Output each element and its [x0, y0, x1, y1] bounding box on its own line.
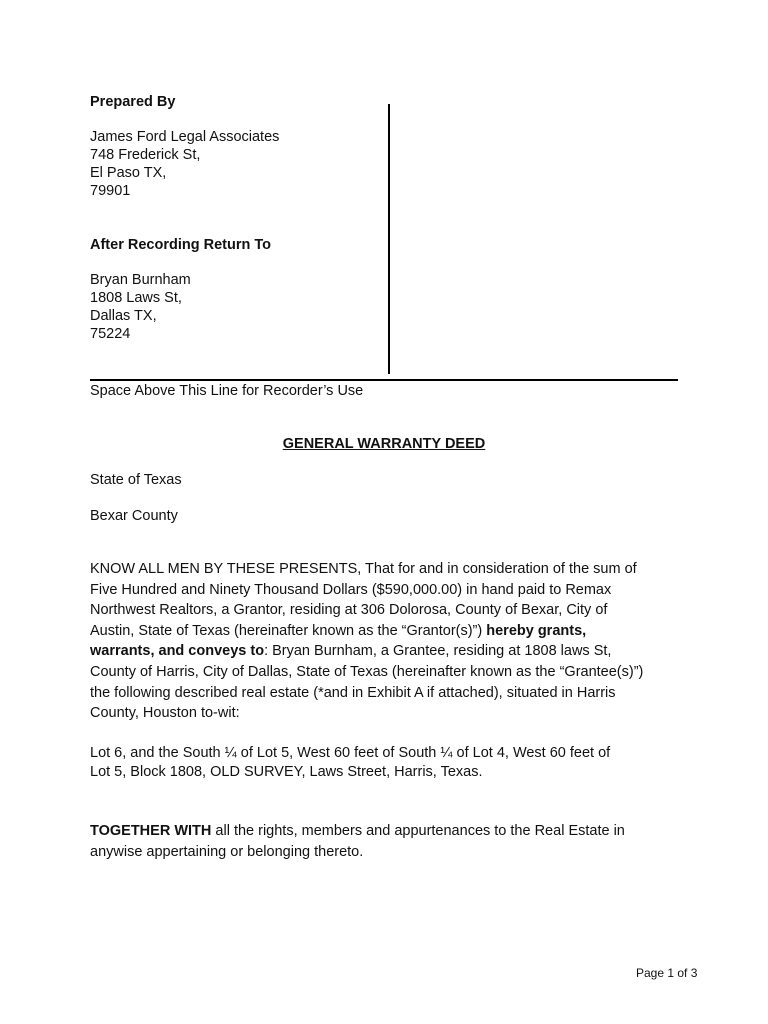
preparer-address — [90, 128, 279, 200]
consideration-line: the following described real estate (*and in Exhibit A if attached), situated in Harris — [90, 684, 616, 701]
together-text: all the rights, members and appurtenances to the Real Estate in — [211, 823, 625, 839]
return-to-city: Dallas TX, — [90, 308, 157, 324]
consideration-text: : Bryan Burnham, a Grantee, residing at 1808 laws St, — [264, 643, 612, 660]
preparer-name: James Ford Legal Associates — [90, 129, 280, 145]
preparer-street: 748 Frederick St, — [90, 147, 201, 163]
vertical-divider — [388, 104, 390, 374]
consideration-text: Austin, State of Texas (hereinafter known as the “Grantor(s)”) — [90, 622, 487, 639]
return-to-street: 1808 Laws St, — [90, 290, 182, 306]
legal-description — [90, 744, 680, 781]
together-line: anywise appertaining or belonging thereto. — [90, 843, 364, 860]
preparer-zip: 79901 — [90, 183, 131, 199]
return-to-heading: After Recording Return To — [90, 237, 271, 253]
consideration-line: Northwest Realtors, a Grantor, residing at 306 Dolorosa, County of Bexar, City of — [90, 602, 608, 619]
consideration-line: Five Hundred and Ninety Thousand Dollars ($590,000.00) in hand paid to Remax — [90, 581, 612, 598]
together-with-paragraph — [90, 821, 680, 862]
page-number: Page 1 of 3 — [636, 966, 698, 980]
prepared-by-heading: Prepared By — [90, 94, 176, 110]
county-label: Bexar County — [90, 508, 178, 524]
consideration-line: County of Harris, City of Dallas, State of Texas (hereinafter known as the “Grantee(s)”) — [90, 663, 644, 680]
state-label: State of Texas — [90, 472, 182, 488]
together-with-label: TOGETHER WITH — [90, 823, 212, 839]
preparer-city: El Paso TX, — [90, 165, 167, 181]
return-to-zip: 75224 — [90, 326, 131, 342]
consideration-paragraph — [90, 559, 680, 724]
together-line — [90, 821, 680, 842]
return-to-address — [90, 271, 191, 343]
legal-line: Lot 6, and the South ¼ of Lot 5, West 60 feet of South ¼ of Lot 4, West 60 feet of — [90, 745, 611, 761]
document-title: GENERAL WARRANTY DEED — [282, 436, 486, 452]
recorder-note: Space Above This Line for Recorder’s Use — [90, 383, 364, 399]
grant-clause: hereby grants, — [486, 622, 587, 639]
grant-clause-cont: warrants, and conveys to — [90, 643, 265, 660]
recorder-divider — [90, 379, 678, 381]
consideration-line — [90, 641, 680, 662]
return-to-name: Bryan Burnham — [90, 272, 191, 288]
consideration-line: KNOW ALL MEN BY THESE PRESENTS, That for and in consideration of the sum of — [90, 561, 637, 577]
legal-line: Lot 5, Block 1808, OLD SURVEY, Laws Street, Harris, Texas. — [90, 763, 483, 780]
consideration-line: County, Houston to-wit: — [90, 705, 240, 722]
consideration-line — [90, 621, 680, 642]
